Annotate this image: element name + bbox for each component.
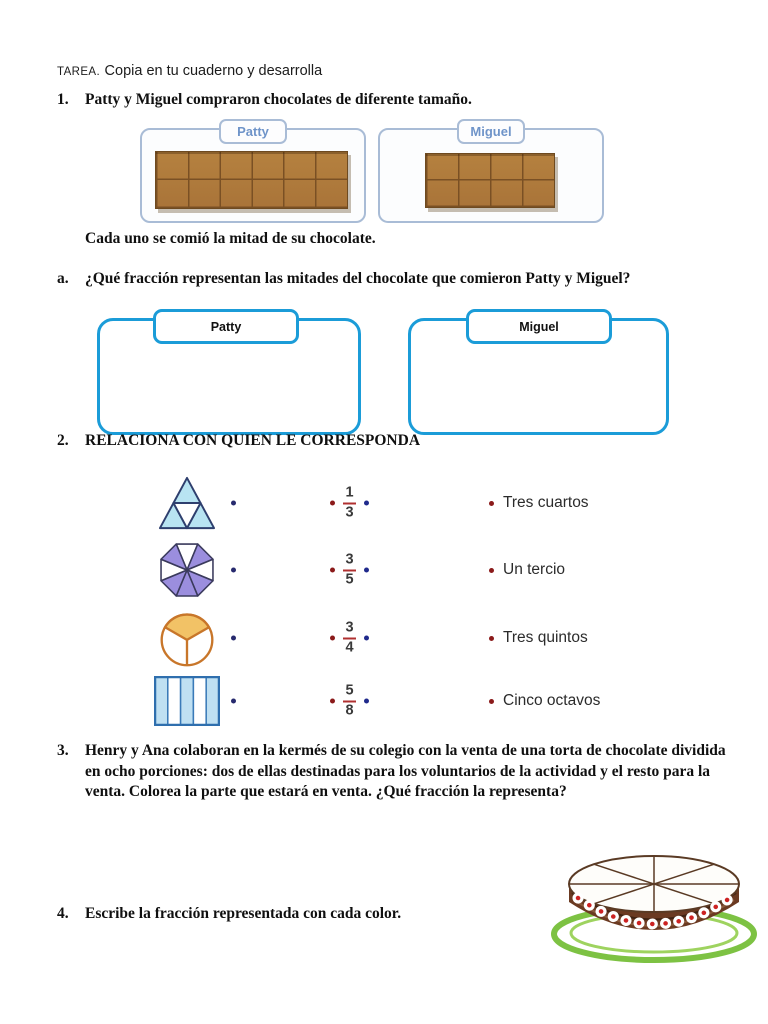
question-3 xyxy=(57,741,732,803)
question-1-text: Patty y Miguel compraron chocolates de diferente tamaño. xyxy=(85,91,472,108)
fraction-denominator: 8 xyxy=(345,702,354,719)
connector-dot-red xyxy=(330,636,335,641)
question-a xyxy=(57,270,630,288)
match-row-4 xyxy=(0,667,768,735)
match-row-2 xyxy=(0,536,768,604)
match-label-text: Tres cuartos xyxy=(503,494,589,511)
connector-dot xyxy=(231,636,236,641)
striped-rect-figure-svg xyxy=(154,676,220,726)
triangle-three-fourths-figure xyxy=(148,475,226,531)
miguel-answer-tab-label: Miguel xyxy=(519,319,559,334)
question-a-text: ¿Qué fracción representan las mitades del chocolate que comieron Patty y Miguel? xyxy=(85,270,631,287)
fraction-denominator: 4 xyxy=(345,639,354,656)
question-a-number: a. xyxy=(57,270,69,287)
bullet-dot xyxy=(489,501,494,506)
match-label-tres-cuartos xyxy=(489,494,589,512)
question-4-number: 4. xyxy=(57,905,69,922)
fraction-stack xyxy=(343,553,356,588)
connector-dot-red xyxy=(330,568,335,573)
connector-dot-red xyxy=(330,501,335,506)
match-label-un-tercio xyxy=(489,561,565,579)
patty-chocolate-tab-label: Patty xyxy=(237,124,269,139)
match-row-3 xyxy=(0,604,768,672)
fraction-numerator: 5 xyxy=(345,682,354,699)
miguel-chocolate-tab-label: Miguel xyxy=(470,124,512,139)
rectangle-three-fifths-figure xyxy=(148,676,226,726)
bullet-dot xyxy=(489,636,494,641)
triangle-figure-svg xyxy=(157,475,217,531)
question-1-number: 1. xyxy=(57,91,69,108)
question-1-note: Cada uno se comió la mitad de su chocolate. xyxy=(85,230,376,247)
question-2-text: RELACIONA CON QUIEN LE CORRESPONDA xyxy=(85,432,421,449)
connector-dot-blue xyxy=(364,699,369,704)
miguel-answer-tab xyxy=(466,309,612,344)
patty-answer-tab xyxy=(153,309,299,344)
homework-header xyxy=(57,62,322,80)
patty-chocolate-bar xyxy=(155,151,348,209)
connector-dot xyxy=(231,501,236,506)
fraction-numerator: 1 xyxy=(345,484,354,501)
fraction-5-8 xyxy=(330,684,369,719)
circle-one-third-figure xyxy=(148,608,226,668)
connector-dot-blue xyxy=(364,501,369,506)
fraction-1-3 xyxy=(330,486,369,521)
question-2 xyxy=(57,432,420,450)
patty-chocolate-box xyxy=(140,124,366,223)
cake-figure xyxy=(548,836,760,966)
fraction-stack xyxy=(343,684,356,719)
miguel-answer-box xyxy=(408,318,669,435)
match-label-text: Tres quintos xyxy=(503,629,588,646)
patty-chocolate-tab xyxy=(219,119,287,144)
fraction-stack xyxy=(343,486,356,521)
octagon-figure-svg xyxy=(156,539,218,601)
fraction-stack xyxy=(343,621,356,656)
connector-dot-red xyxy=(330,699,335,704)
fraction-3-5 xyxy=(330,553,369,588)
connector-dot-blue xyxy=(364,568,369,573)
match-label-cinco-octavos xyxy=(489,692,600,710)
miguel-chocolate-tab xyxy=(457,119,525,144)
match-label-tres-quintos xyxy=(489,629,588,647)
question-4-text: Escribe la fracción representada con cada color. xyxy=(85,905,402,922)
miguel-chocolate-bar xyxy=(425,153,555,208)
question-4 xyxy=(57,905,401,923)
match-label-text: Cinco octavos xyxy=(503,692,601,709)
fraction-denominator: 5 xyxy=(345,571,354,588)
header-tarea-label: TAREA. xyxy=(57,66,101,78)
patty-answer-box xyxy=(97,318,361,435)
question-3-number: 3. xyxy=(57,742,69,759)
fraction-numerator: 3 xyxy=(345,619,354,636)
miguel-chocolate-box xyxy=(378,124,604,223)
connector-dot-blue xyxy=(364,636,369,641)
patty-answer-tab-label: Patty xyxy=(210,319,242,334)
match-row-1 xyxy=(0,469,768,537)
connector-dot xyxy=(231,568,236,573)
fraction-denominator: 3 xyxy=(345,504,354,521)
question-2-number: 2. xyxy=(57,432,69,449)
circle-figure-svg xyxy=(157,608,217,668)
fraction-numerator: 3 xyxy=(345,551,354,568)
match-label-text: Un tercio xyxy=(503,561,566,578)
question-3-text: Henry y Ana colaboran en la kermés de su colegio con la venta de una torta de chocolate dividida en ocho porciones: dos de ellas destinadas para los voluntarios de la actividad y el resto para la venta. Colorea la parte que estará en venta. ¿Qué fracción la representa? xyxy=(85,742,726,800)
octagon-five-eighths-figure xyxy=(148,539,226,601)
cake-figure-svg xyxy=(548,836,760,966)
bullet-dot xyxy=(489,568,494,573)
fraction-3-4 xyxy=(330,621,369,656)
connector-dot xyxy=(231,699,236,704)
header-instruction: Copia en tu cuaderno y desarrolla xyxy=(104,63,323,79)
question-1 xyxy=(57,91,472,109)
bullet-dot xyxy=(489,699,494,704)
